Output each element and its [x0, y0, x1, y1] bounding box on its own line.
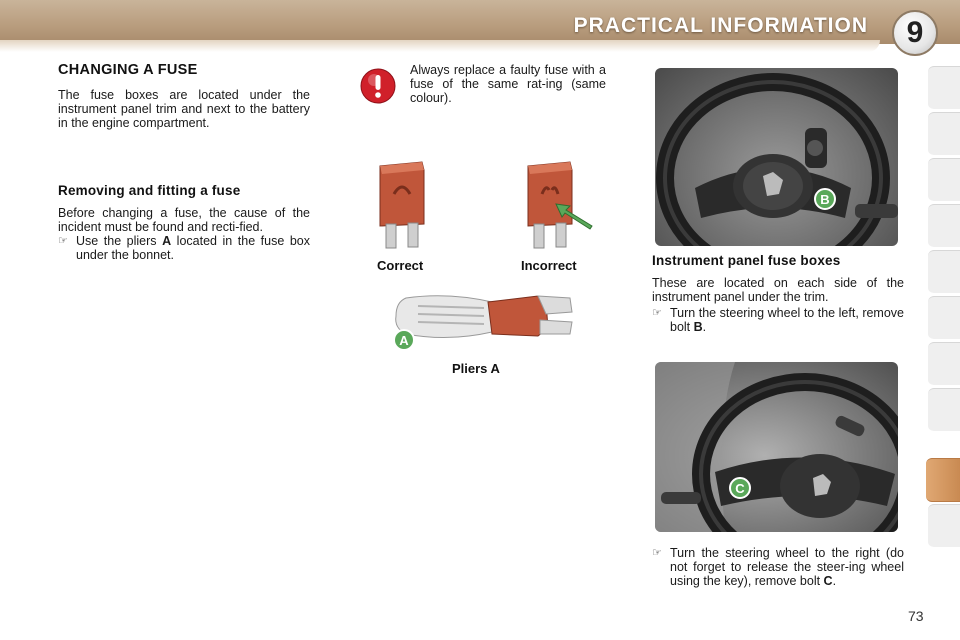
bolt-c-block: [652, 546, 904, 588]
chapter-tab-9-active[interactable]: [926, 458, 960, 502]
bolt-b-text-start: Turn the steering wheel to the left, remove bolt: [670, 306, 904, 334]
correct-fuse-illustration: [372, 160, 432, 254]
right-column: [652, 254, 904, 334]
caption-pliers: Pliers A: [452, 361, 500, 376]
bolt-c-marker-label: C: [735, 481, 745, 496]
steering-wheel-photo-right: [655, 362, 898, 532]
bolt-c-instruction: [652, 546, 904, 588]
bolt-b-marker-label: B: [820, 192, 830, 207]
instrument-panel-heading: Instrument panel fuse boxes: [652, 253, 841, 268]
pliers-instruction-text-start: Use the pliers: [76, 234, 163, 248]
bolt-b-reference: B: [693, 320, 703, 334]
pliers-reference: A: [162, 234, 172, 248]
instrument-panel-paragraph: These are located on each side of the instrument panel under the trim.: [652, 276, 904, 304]
warning-exclamation-icon: [360, 68, 396, 104]
removing-fitting-heading: Removing and fitting a fuse: [58, 183, 241, 198]
pointing-hand-icon: ☞: [652, 547, 662, 559]
chapter-tab-6[interactable]: [928, 296, 960, 340]
steering-wheel-photo-left: [655, 68, 898, 246]
pointing-hand-icon: ☞: [652, 307, 662, 319]
chapter-tab-2[interactable]: [928, 112, 960, 156]
section-title: CHANGING A FUSE: [58, 62, 198, 78]
pointing-hand-icon: ☞: [58, 235, 68, 247]
bolt-c-text-end: .: [832, 574, 837, 588]
page-title: PRACTICAL INFORMATION: [573, 14, 868, 37]
chapter-tab-8[interactable]: [928, 388, 960, 432]
chapter-number-badge: 9: [892, 10, 938, 56]
pliers-illustration: [388, 288, 578, 356]
bolt-b-instruction: [652, 306, 904, 334]
chapter-tab-5[interactable]: [928, 250, 960, 294]
intro-paragraph: The fuse boxes are located under the instrument panel trim and next to the battery in the engine compartment.: [58, 88, 310, 130]
bolt-b-text-end: .: [702, 320, 707, 334]
caption-incorrect: Incorrect: [521, 258, 577, 273]
left-column: [58, 63, 310, 262]
pliers-instruction-text-end: located in the fuse box under the bonnet.: [76, 234, 310, 262]
header-swoosh: [0, 40, 880, 52]
chapter-tab-1[interactable]: [928, 66, 960, 110]
page-number: 73: [908, 608, 924, 624]
incorrect-fuse-illustration: [520, 160, 596, 254]
chapter-tab-7[interactable]: [928, 342, 960, 386]
pliers-marker-label: A: [399, 333, 409, 348]
chapter-tabs: [928, 66, 960, 576]
warning-text: Always replace a faulty fuse with a fuse of the same rat-ing (same colour).: [410, 63, 606, 105]
chapter-tab-3[interactable]: [928, 158, 960, 202]
caption-correct: Correct: [377, 258, 424, 273]
chapter-tab-4[interactable]: [928, 204, 960, 248]
bolt-c-text-start: Turn the steering wheel to the right (do not forget to release the steer-ing wheel using the key), remove bolt: [670, 546, 904, 588]
bolt-c-reference: C: [823, 574, 833, 588]
chapter-tab-10[interactable]: [928, 504, 960, 548]
page-header: [0, 0, 960, 56]
removing-paragraph: Before changing a fuse, the cause of the incident must be found and recti-fied.: [58, 206, 310, 234]
pliers-instruction: [58, 234, 310, 262]
